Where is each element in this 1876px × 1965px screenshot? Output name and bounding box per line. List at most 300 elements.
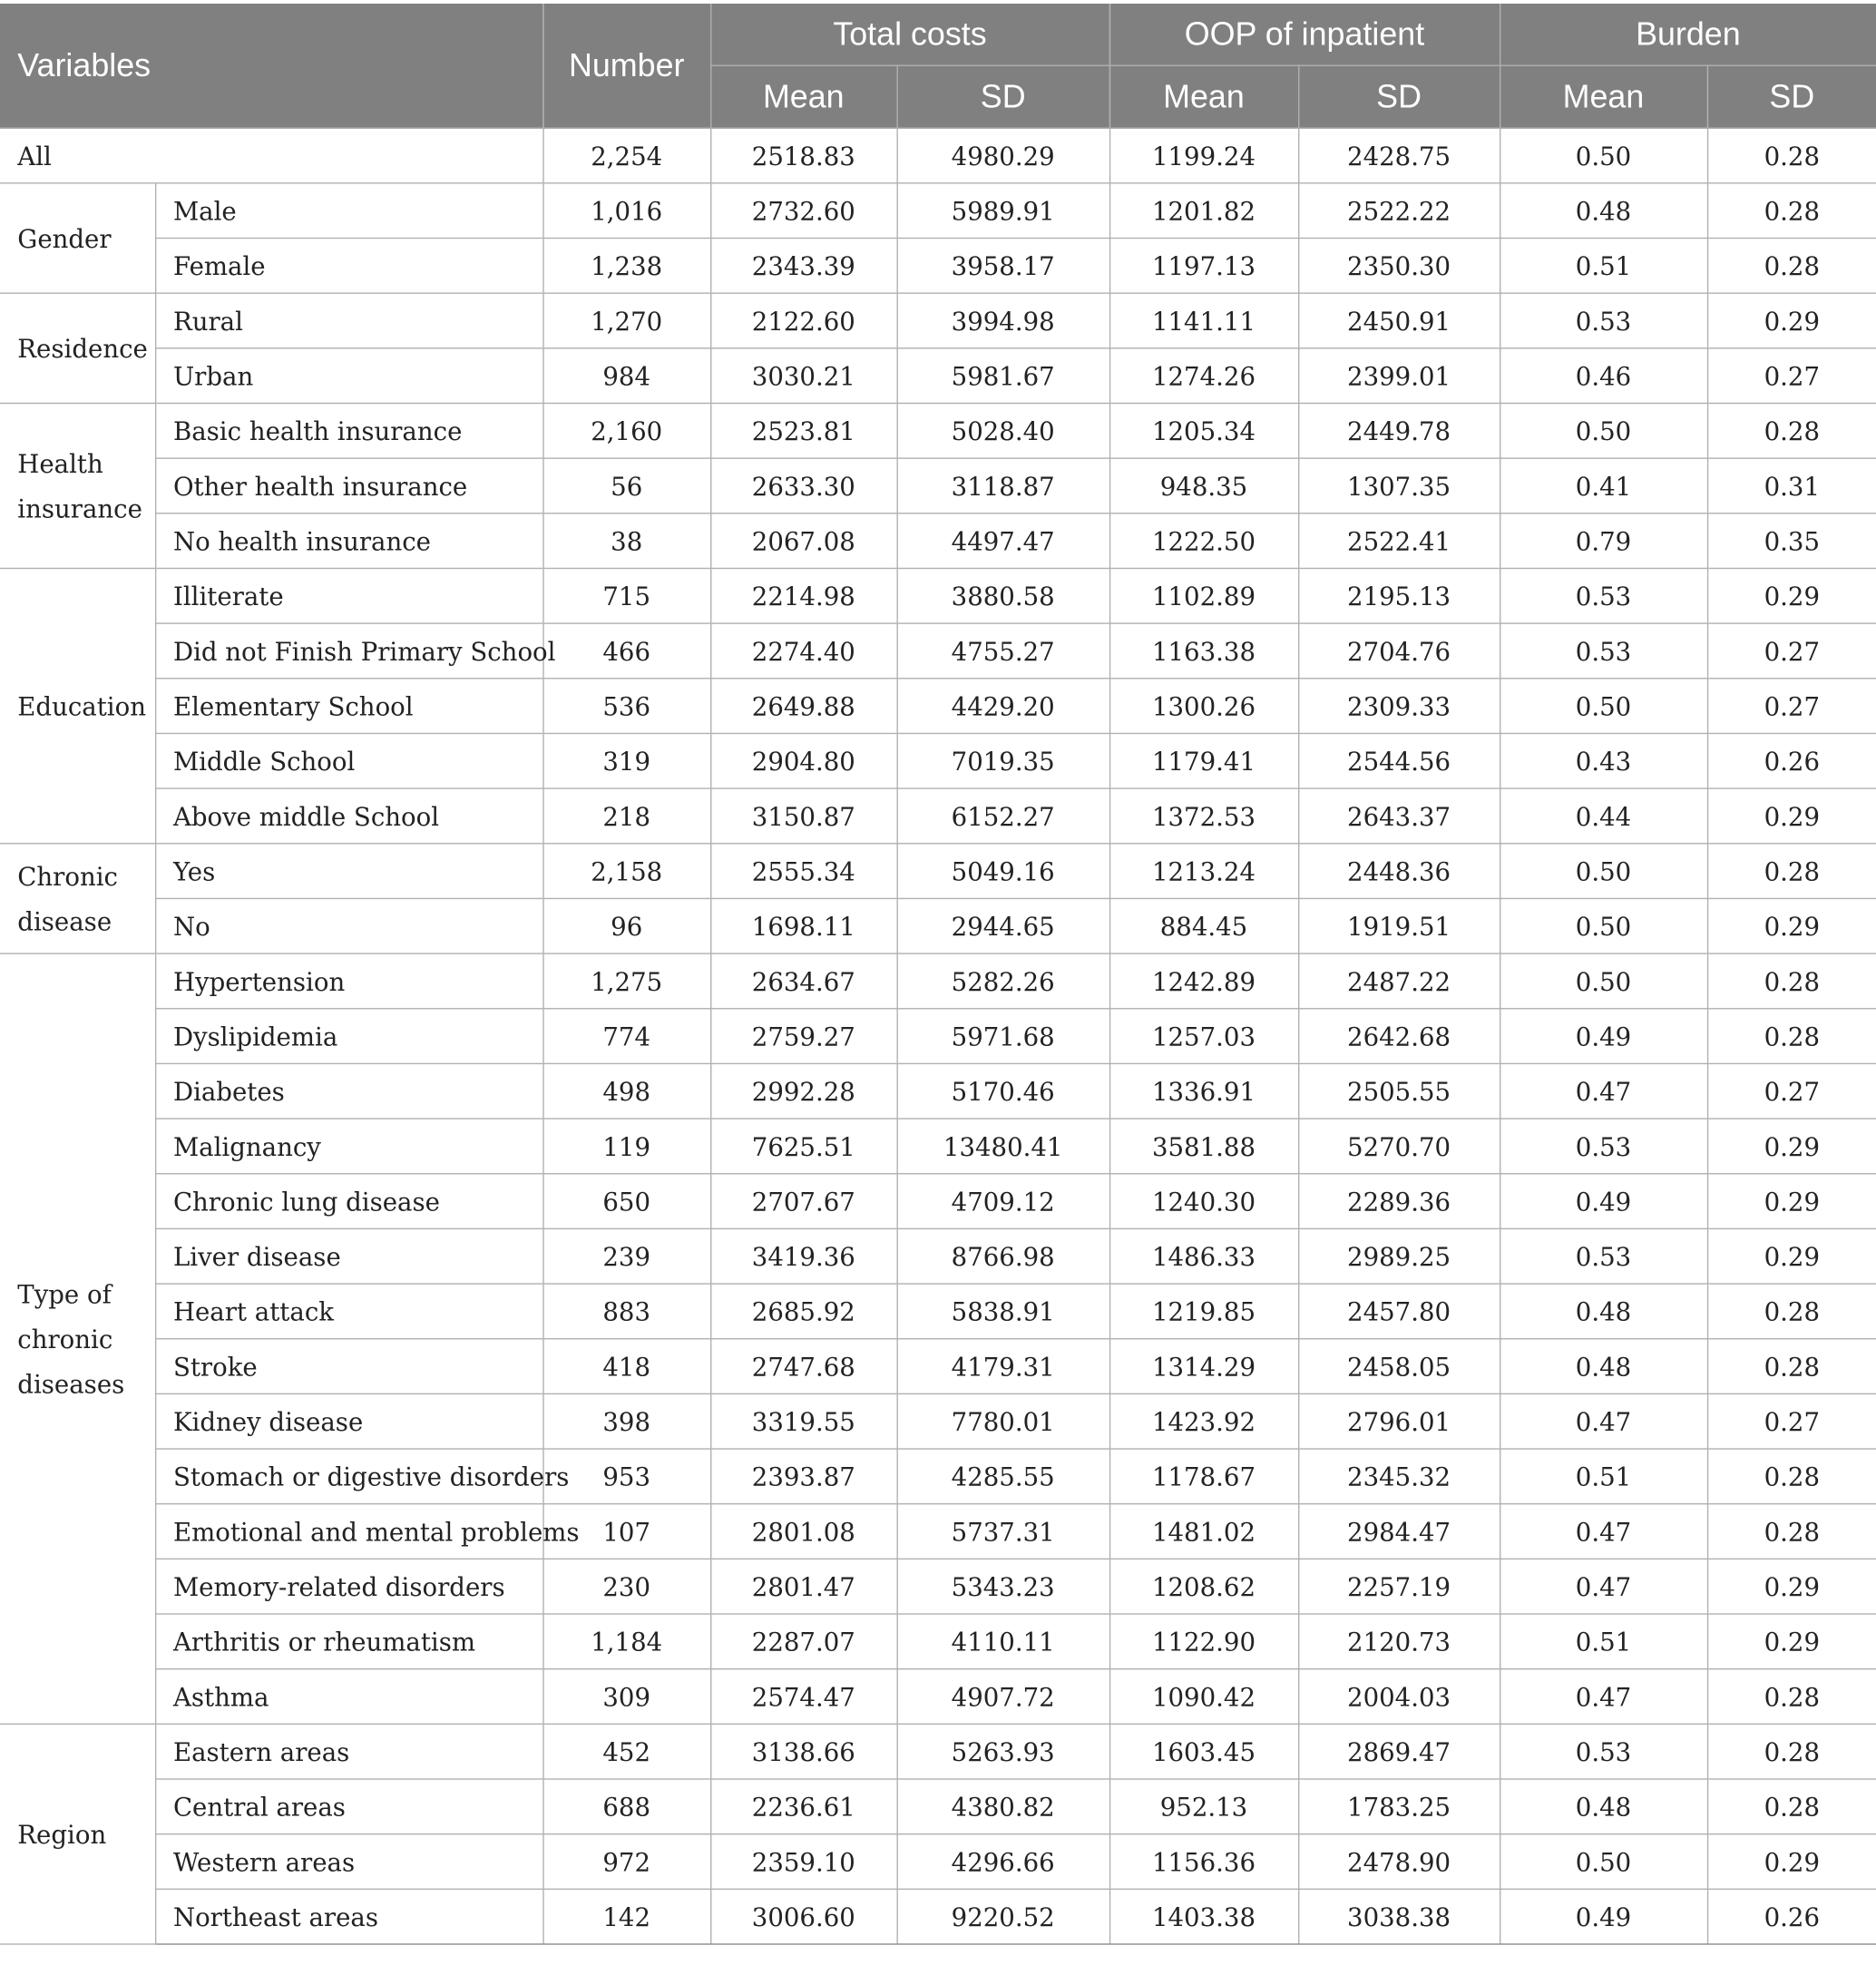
cell-burden-sd: 0.29 [1707,1119,1876,1174]
cell-burden-mean: 0.47 [1500,1063,1707,1119]
cell-oop-mean: 1156.36 [1109,1834,1298,1890]
cell-oop-sd: 2984.47 [1298,1504,1500,1559]
cell-burden-mean: 0.49 [1500,1009,1707,1064]
cell-burden-mean: 0.47 [1500,1669,1707,1725]
cell-burden-mean: 0.44 [1500,788,1707,844]
cell-burden-sd: 0.26 [1707,733,1876,788]
cell-total-costs-mean: 1698.11 [710,898,896,953]
cell-number: 142 [542,1889,710,1944]
header-total-costs-sd: SD [897,65,1109,128]
cell-burden-sd: 0.27 [1707,1063,1876,1119]
cell-oop-mean: 1423.92 [1109,1393,1298,1449]
cell-total-costs-mean: 2122.60 [710,293,896,348]
header-oop-mean: Mean [1109,65,1298,128]
cell-burden-sd: 0.28 [1707,183,1876,239]
cell-label: Dyslipidemia [155,1009,542,1064]
table-body [0,128,1876,1944]
cell-burden-mean: 0.47 [1500,1504,1707,1559]
table-row [0,1614,1876,1669]
cell-number: 1,016 [542,183,710,239]
cell-label: Chronic lung disease [155,1174,542,1229]
cell-burden-sd: 0.35 [1707,513,1876,569]
cell-oop-mean: 3581.88 [1109,1119,1298,1174]
table-row [0,788,1876,844]
cell-burden-sd: 0.28 [1707,1779,1876,1834]
cell-total-costs-mean: 2992.28 [710,1063,896,1119]
cell-burden-sd: 0.27 [1707,623,1876,679]
cell-oop-mean: 1205.34 [1109,403,1298,458]
cell-label: Middle School [155,733,542,788]
cell-oop-sd: 2458.05 [1298,1339,1500,1394]
cell-burden-sd: 0.29 [1707,788,1876,844]
cell-total-costs-sd: 4380.82 [897,1779,1109,1834]
cell-number: 107 [542,1504,710,1559]
cell-total-costs-mean: 3030.21 [710,348,896,404]
table-row-all [0,128,1876,183]
group-label: Chronic disease [0,844,155,953]
table-row [0,1063,1876,1119]
cell-total-costs-sd: 5343.23 [897,1559,1109,1614]
header-row-top [0,4,1876,65]
table-row [0,733,1876,788]
table-row [0,348,1876,404]
cell-oop-mean: 1141.11 [1109,293,1298,348]
cell-burden-mean: 0.48 [1500,1339,1707,1394]
cell-oop-mean: 1179.41 [1109,733,1298,788]
table-row [0,1889,1876,1944]
cell-burden-mean: 0.53 [1500,1228,1707,1284]
cell-total-costs-sd: 5282.26 [897,953,1109,1009]
cell-oop-sd: 1783.25 [1298,1779,1500,1834]
cell-oop-sd: 1307.35 [1298,458,1500,513]
table-row [0,1174,1876,1229]
cell-burden-mean: 0.50 [1500,844,1707,899]
cell-total-costs-sd: 3994.98 [897,293,1109,348]
cell-oop-mean: 1122.90 [1109,1614,1298,1669]
cell-total-costs-mean: 2747.68 [710,1339,896,1394]
cell-burden-sd: 0.29 [1707,1228,1876,1284]
cell-total-costs-sd: 3880.58 [897,568,1109,623]
cell-total-costs-sd: 5989.91 [897,183,1109,239]
cell-burden-mean: 0.49 [1500,1174,1707,1229]
cell-oop-sd: 2449.78 [1298,403,1500,458]
cell-oop-mean: 1163.38 [1109,623,1298,679]
cell-oop-mean: 1102.89 [1109,568,1298,623]
cell-total-costs-sd: 4110.11 [897,1614,1109,1669]
header-oop-inpatient: OOP of inpatient [1109,4,1500,65]
cell-label: Above middle School [155,788,542,844]
cell-oop-sd: 2345.32 [1298,1449,1500,1504]
cell-total-costs-sd: 4296.66 [897,1834,1109,1890]
cell-oop-mean: 1242.89 [1109,953,1298,1009]
cell-oop-mean: 1486.33 [1109,1228,1298,1284]
cell-total-costs-sd: 8766.98 [897,1228,1109,1284]
cell-total-costs-mean: 2801.08 [710,1504,896,1559]
cell-number: 1,184 [542,1614,710,1669]
cell-label: Urban [155,348,542,404]
cell-total-costs-mean: 3006.60 [710,1889,896,1944]
cell-total-costs-mean: 2287.07 [710,1614,896,1669]
cell-number: 319 [542,733,710,788]
table-container [0,4,1876,1945]
cell-burden-sd: 0.28 [1707,844,1876,899]
cell-oop-mean: 1240.30 [1109,1174,1298,1229]
cell-number: 984 [542,348,710,404]
cell-burden-mean: 0.50 [1500,128,1707,183]
cell-total-costs-mean: 2574.47 [710,1669,896,1725]
cell-label: Stomach or digestive disorders [155,1449,542,1504]
cell-total-costs-mean: 2236.61 [710,1779,896,1834]
cell-label: Other health insurance [155,458,542,513]
table-row [0,403,1876,458]
cell-label: Diabetes [155,1063,542,1119]
cell-number: 688 [542,1779,710,1834]
cell-oop-sd: 2120.73 [1298,1614,1500,1669]
cell-total-costs-sd: 7019.35 [897,733,1109,788]
cell-total-costs-mean: 3319.55 [710,1393,896,1449]
cell-burden-sd: 0.29 [1707,568,1876,623]
table-row [0,239,1876,294]
cell-total-costs-mean: 2523.81 [710,403,896,458]
cell-burden-mean: 0.51 [1500,1614,1707,1669]
table-row [0,1393,1876,1449]
table-row [0,1724,1876,1779]
table-row [0,623,1876,679]
cell-total-costs-sd: 4755.27 [897,623,1109,679]
cell-label: Hypertension [155,953,542,1009]
cell-total-costs-mean: 7625.51 [710,1119,896,1174]
cell-label: No [155,898,542,953]
cell-oop-mean: 1603.45 [1109,1724,1298,1779]
group-label: Region [0,1724,155,1944]
cell-label: Stroke [155,1339,542,1394]
cell-label: Arthritis or rheumatism [155,1614,542,1669]
cell-number: 96 [542,898,710,953]
cell-oop-sd: 5270.70 [1298,1119,1500,1174]
cell-burden-sd: 0.29 [1707,1559,1876,1614]
cell-number: 953 [542,1449,710,1504]
cell-oop-mean: 1372.53 [1109,788,1298,844]
header-total-costs: Total costs [710,4,1109,65]
cell-burden-sd: 0.28 [1707,1669,1876,1725]
cell-oop-mean: 1201.82 [1109,183,1298,239]
cell-oop-sd: 2643.37 [1298,788,1500,844]
cell-burden-mean: 0.51 [1500,239,1707,294]
cell-label: No health insurance [155,513,542,569]
cell-total-costs-mean: 2707.67 [710,1174,896,1229]
cell-oop-sd: 2457.80 [1298,1284,1500,1339]
cell-label: Central areas [155,1779,542,1834]
cell-label: Northeast areas [155,1889,542,1944]
cell-total-costs-mean: 2359.10 [710,1834,896,1890]
cell-total-costs-sd: 2944.65 [897,898,1109,953]
cell-label: Rural [155,293,542,348]
cell-burden-mean: 0.53 [1500,1119,1707,1174]
cell-number: 650 [542,1174,710,1229]
cell-number: 1,238 [542,239,710,294]
cell-burden-mean: 0.51 [1500,1449,1707,1504]
cell-label: Eastern areas [155,1724,542,1779]
table-row [0,1339,1876,1394]
cell-burden-mean: 0.48 [1500,183,1707,239]
group-label: Health insurance [0,403,155,568]
cell-burden-sd: 0.27 [1707,679,1876,734]
cell-total-costs-mean: 2633.30 [710,458,896,513]
cell-label: Asthma [155,1669,542,1725]
cell-burden-mean: 0.41 [1500,458,1707,513]
cell-total-costs-sd: 5049.16 [897,844,1109,899]
cell-label: Emotional and mental problems [155,1504,542,1559]
cell-oop-mean: 1199.24 [1109,128,1298,183]
cell-burden-mean: 0.47 [1500,1559,1707,1614]
cell-burden-sd: 0.26 [1707,1889,1876,1944]
cell-oop-mean: 952.13 [1109,1779,1298,1834]
cell-burden-sd: 0.29 [1707,1834,1876,1890]
cell-oop-sd: 2309.33 [1298,679,1500,734]
cell-total-costs-mean: 2343.39 [710,239,896,294]
table-row [0,1284,1876,1339]
cell-burden-sd: 0.31 [1707,458,1876,513]
cell-total-costs-mean: 2067.08 [710,513,896,569]
cell-label: Kidney disease [155,1393,542,1449]
cell-total-costs-sd: 4497.47 [897,513,1109,569]
cell-oop-sd: 2522.22 [1298,183,1500,239]
cell-number: 466 [542,623,710,679]
cell-number: 715 [542,568,710,623]
cell-total-costs-sd: 4709.12 [897,1174,1109,1229]
table-row [0,1119,1876,1174]
cell-total-costs-sd: 5028.40 [897,403,1109,458]
cell-total-costs-mean: 3138.66 [710,1724,896,1779]
row-label: All [0,128,542,183]
cell-total-costs-mean: 2904.80 [710,733,896,788]
cell-oop-sd: 2289.36 [1298,1174,1500,1229]
cell-oop-mean: 1300.26 [1109,679,1298,734]
cell-oop-mean: 1336.91 [1109,1063,1298,1119]
cell-number: 2,160 [542,403,710,458]
cell-label: Malignancy [155,1119,542,1174]
cell-label: Male [155,183,542,239]
cell-oop-mean: 1208.62 [1109,1559,1298,1614]
cell-oop-mean: 1213.24 [1109,844,1298,899]
cell-oop-sd: 2522.41 [1298,513,1500,569]
cell-burden-sd: 0.27 [1707,348,1876,404]
cell-number: 38 [542,513,710,569]
table-row [0,293,1876,348]
cell-burden-mean: 0.53 [1500,1724,1707,1779]
cell-oop-sd: 2350.30 [1298,239,1500,294]
cell-burden-sd: 0.29 [1707,898,1876,953]
cell-burden-mean: 0.79 [1500,513,1707,569]
cell-label: Basic health insurance [155,403,542,458]
cell-total-costs-mean: 2555.34 [710,844,896,899]
table-row [0,1559,1876,1614]
cell-oop-mean: 1222.50 [1109,513,1298,569]
cell-burden-sd: 0.28 [1707,1284,1876,1339]
cell-burden-sd: 0.28 [1707,403,1876,458]
cell-oop-sd: 2450.91 [1298,293,1500,348]
table-row [0,1779,1876,1834]
cell-burden-sd: 0.28 [1707,953,1876,1009]
group-label: Type of chronic diseases [0,953,155,1724]
cell-oop-mean: 948.35 [1109,458,1298,513]
cell-label: Female [155,239,542,294]
header-burden-mean: Mean [1500,65,1707,128]
cell-label: Memory-related disorders [155,1559,542,1614]
group-label: Gender [0,183,155,293]
cell-total-costs-mean: 2649.88 [710,679,896,734]
cell-number: 972 [542,1834,710,1890]
cell-number: 56 [542,458,710,513]
table-row [0,568,1876,623]
table-header [0,4,1876,128]
cell-oop-sd: 3038.38 [1298,1889,1500,1944]
cell-total-costs-sd: 7780.01 [897,1393,1109,1449]
cell-oop-mean: 1197.13 [1109,239,1298,294]
cell-total-costs-sd: 5170.46 [897,1063,1109,1119]
cell-total-costs-sd: 5737.31 [897,1504,1109,1559]
group-label: Education [0,568,155,843]
cell-number: 774 [542,1009,710,1064]
cell-total-costs-mean: 2685.92 [710,1284,896,1339]
cell-total-costs-sd: 4179.31 [897,1339,1109,1394]
cell-number: 536 [542,679,710,734]
cell-oop-mean: 1219.85 [1109,1284,1298,1339]
cell-oop-sd: 2989.25 [1298,1228,1500,1284]
cell-label: Did not Finish Primary School [155,623,542,679]
cell-total-costs-mean: 2732.60 [710,183,896,239]
cell-burden-mean: 0.46 [1500,348,1707,404]
cell-burden-sd: 0.28 [1707,1724,1876,1779]
cell-total-costs-mean: 2214.98 [710,568,896,623]
cell-oop-mean: 1274.26 [1109,348,1298,404]
cell-oop-sd: 2704.76 [1298,623,1500,679]
cell-total-costs-sd: 5971.68 [897,1009,1109,1064]
data-table [0,4,1876,1945]
cell-number: 1,275 [542,953,710,1009]
cell-oop-mean: 1257.03 [1109,1009,1298,1064]
cell-number: 452 [542,1724,710,1779]
cell-oop-mean: 884.45 [1109,898,1298,953]
cell-total-costs-mean: 2634.67 [710,953,896,1009]
cell-burden-sd: 0.27 [1707,1393,1876,1449]
cell-oop-sd: 2544.56 [1298,733,1500,788]
cell-burden-sd: 0.28 [1707,1339,1876,1394]
cell-oop-sd: 2004.03 [1298,1669,1500,1725]
table-row [0,1669,1876,1725]
cell-number: 230 [542,1559,710,1614]
cell-number: 418 [542,1339,710,1394]
cell-burden-mean: 0.53 [1500,568,1707,623]
cell-total-costs-sd: 3958.17 [897,239,1109,294]
cell-total-costs-mean: 3150.87 [710,788,896,844]
cell-number: 2,254 [542,128,710,183]
table-row [0,1834,1876,1890]
cell-number: 309 [542,1669,710,1725]
cell-burden-sd: 0.28 [1707,128,1876,183]
group-label: Residence [0,293,155,403]
cell-oop-sd: 2505.55 [1298,1063,1500,1119]
cell-number: 2,158 [542,844,710,899]
cell-burden-sd: 0.28 [1707,1504,1876,1559]
cell-burden-mean: 0.50 [1500,679,1707,734]
cell-total-costs-sd: 13480.41 [897,1119,1109,1174]
cell-burden-mean: 0.50 [1500,953,1707,1009]
cell-total-costs-sd: 4429.20 [897,679,1109,734]
table-row [0,1009,1876,1064]
cell-burden-mean: 0.50 [1500,898,1707,953]
cell-burden-sd: 0.29 [1707,1174,1876,1229]
cell-oop-mean: 1090.42 [1109,1669,1298,1725]
cell-burden-mean: 0.48 [1500,1284,1707,1339]
cell-total-costs-sd: 4907.72 [897,1669,1109,1725]
cell-oop-mean: 1314.29 [1109,1339,1298,1394]
cell-total-costs-sd: 5838.91 [897,1284,1109,1339]
table-row [0,1449,1876,1504]
cell-label: Liver disease [155,1228,542,1284]
cell-oop-mean: 1481.02 [1109,1504,1298,1559]
table-row [0,513,1876,569]
cell-number: 119 [542,1119,710,1174]
cell-label: Illiterate [155,568,542,623]
header-burden: Burden [1500,4,1876,65]
cell-burden-mean: 0.53 [1500,623,1707,679]
cell-oop-sd: 2428.75 [1298,128,1500,183]
cell-oop-sd: 2257.19 [1298,1559,1500,1614]
cell-total-costs-sd: 6152.27 [897,788,1109,844]
cell-burden-mean: 0.48 [1500,1779,1707,1834]
header-variables: Variables [0,4,542,128]
table-row [0,1504,1876,1559]
cell-total-costs-sd: 9220.52 [897,1889,1109,1944]
cell-oop-sd: 2869.47 [1298,1724,1500,1779]
cell-burden-mean: 0.50 [1500,1834,1707,1890]
cell-oop-sd: 2399.01 [1298,348,1500,404]
cell-burden-mean: 0.49 [1500,1889,1707,1944]
cell-oop-sd: 2642.68 [1298,1009,1500,1064]
cell-oop-sd: 2448.36 [1298,844,1500,899]
cell-burden-mean: 0.43 [1500,733,1707,788]
header-total-costs-mean: Mean [710,65,896,128]
cell-total-costs-sd: 5263.93 [897,1724,1109,1779]
cell-number: 218 [542,788,710,844]
cell-burden-sd: 0.29 [1707,1614,1876,1669]
cell-label: Yes [155,844,542,899]
cell-oop-sd: 2796.01 [1298,1393,1500,1449]
table-row [0,844,1876,899]
cell-burden-mean: 0.47 [1500,1393,1707,1449]
table-row [0,183,1876,239]
cell-label: Western areas [155,1834,542,1890]
header-burden-sd: SD [1707,65,1876,128]
cell-total-costs-sd: 4980.29 [897,128,1109,183]
cell-number: 883 [542,1284,710,1339]
cell-burden-mean: 0.53 [1500,293,1707,348]
cell-oop-sd: 2195.13 [1298,568,1500,623]
cell-burden-sd: 0.29 [1707,293,1876,348]
cell-total-costs-mean: 3419.36 [710,1228,896,1284]
cell-label: Elementary School [155,679,542,734]
header-number: Number [542,4,710,128]
cell-total-costs-mean: 2801.47 [710,1559,896,1614]
table-row [0,898,1876,953]
cell-total-costs-sd: 5981.67 [897,348,1109,404]
cell-total-costs-mean: 2518.83 [710,128,896,183]
cell-oop-sd: 2478.90 [1298,1834,1500,1890]
cell-oop-mean: 1178.67 [1109,1449,1298,1504]
cell-burden-sd: 0.28 [1707,1449,1876,1504]
cell-burden-mean: 0.50 [1500,403,1707,458]
